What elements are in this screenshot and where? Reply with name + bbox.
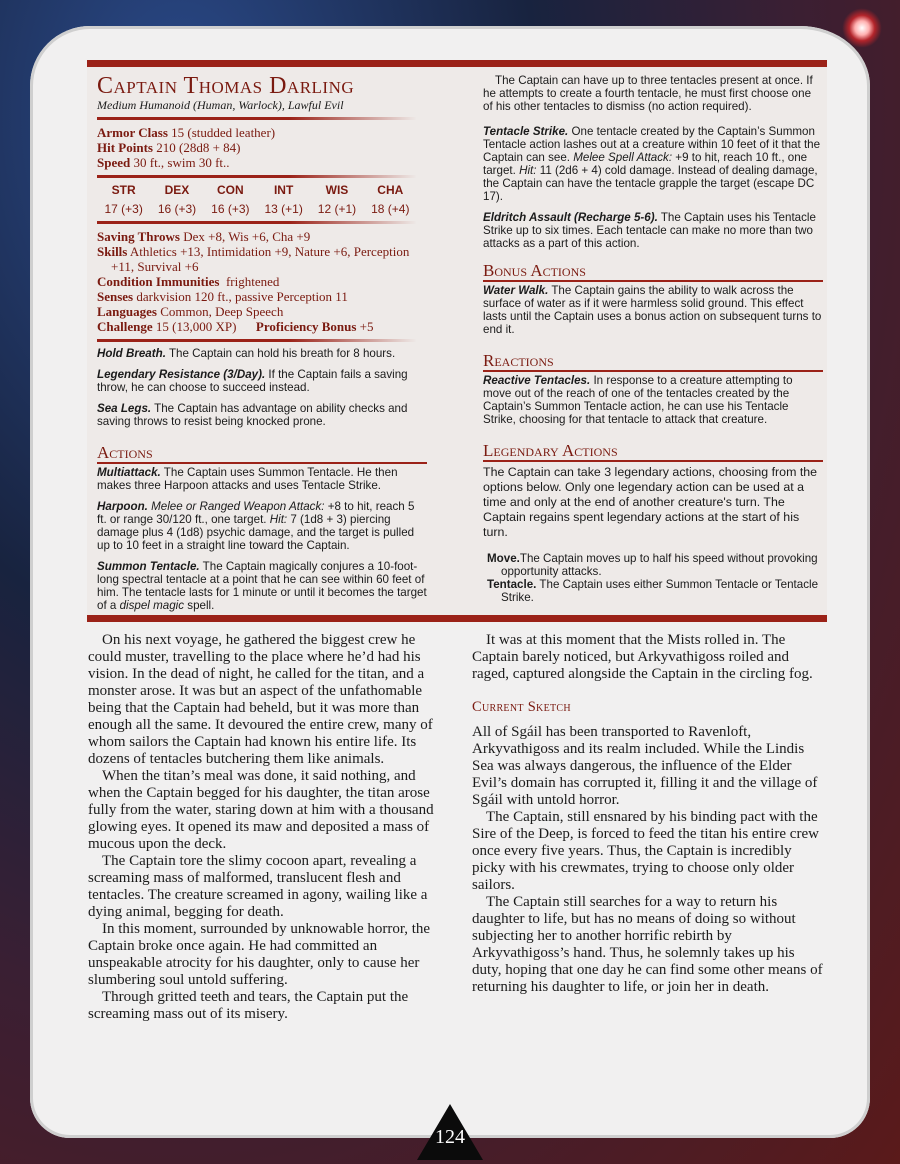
action-multiattack: Multiattack. The Captain uses Summon Tentacle. He then makes three Harpoon attacks and uses Tentacle Strike. <box>97 466 398 492</box>
legendary-move: Move.The Captain moves up to half his speed without provoking opportunity attacks. <box>487 552 818 578</box>
bonus-water-walk: Water Walk. The Captain gains the ability to walk across the surface of water as if it were harmless solid ground. This effect lasts until the Captain uses a bonus action on subsequent turns to end it. <box>483 284 822 336</box>
body-right-column <box>472 632 824 996</box>
paragraph: All of Sgáil has been transported to Ravenloft, Arkyvathigoss and its realm included. While the Lindis Sea was always dangerous, the influence of the Elder Evil’s domain has corrupted it, filling it and the village of Sgáil with untold horror. <box>472 724 818 808</box>
languages: Languages Common, Deep Speech <box>97 304 284 319</box>
divider <box>97 221 417 224</box>
actions-heading: Actions <box>97 444 427 464</box>
lens-flare <box>842 8 882 48</box>
speed: Speed 30 ft., swim 30 ft.. <box>97 155 230 170</box>
paragraph: In this moment, surrounded by unknowable horror, the Captain broke once again. He had committed an unspeakable atrocity for his daughter, only to cause her slumbering soul untold suffering. <box>88 921 431 988</box>
paragraph: Through gritted teeth and tears, the Captain put the screaming mass out of its misery. <box>88 989 409 1022</box>
condition-immunities: Condition Immunities frightened <box>97 274 280 289</box>
paragraph: The Captain tore the slimy cocoon apart, revealing a screaming mass of malformed, translucent flesh and tentacles. The creature screamed in agony, wailing like a dying animal, begging for death. <box>88 853 428 920</box>
page-number-badge <box>417 1104 483 1164</box>
action-summon-tentacle: Summon Tentacle. The Captain magically conjures a 10-foot-long spectral tentacle at a point that he can see within 60 feet of him. The tentacle lasts for 1 minute or until it becomes the target of a dispel magic spell. <box>97 560 427 612</box>
stat-block-left-column <box>97 74 427 612</box>
stat-block-right-column <box>483 74 823 604</box>
ability-str-value: 17 (+3) <box>104 202 143 216</box>
trait-hold-breath: Hold Breath. The Captain can hold his breath for 8 hours. <box>97 347 396 360</box>
paragraph: The Captain still searches for a way to return his daughter to life, but has no means of doing so without subjecting her to another horrific rebirth by Arkyvathigoss’s hand. Thus, he solemnly takes up his duty, hoping that one day he can find some other means of returning his daughter to life, or join her in death. <box>472 894 823 995</box>
stat-block <box>87 60 827 622</box>
paragraph: It was at this moment that the Mists rolled in. The Captain barely noticed, but Arkyvathigoss roiled and raged, captured alongside the Captain in the circling fog. <box>472 632 813 682</box>
ability-values <box>97 203 417 216</box>
divider <box>97 117 417 120</box>
challenge: Challenge 15 (13,000 XP) Proficiency Bonus +5 <box>97 319 374 334</box>
ability-con-value: 16 (+3) <box>211 202 250 216</box>
ability-headers <box>97 184 417 197</box>
divider <box>97 339 417 342</box>
ability-con-label: CON <box>216 183 244 197</box>
legendary-tentacle: Tentacle. The Captain uses either Summon Tentacle or Tentacle Strike. <box>487 578 819 604</box>
ability-int-value: 13 (+1) <box>264 202 303 216</box>
hit-points: Hit Points 210 (28d8 + 84) <box>97 140 241 155</box>
ability-cha-value: 18 (+4) <box>371 202 410 216</box>
senses: Senses darkvision 120 ft., passive Perception 11 <box>97 289 348 304</box>
current-sketch-heading: Current Sketch <box>472 699 571 715</box>
saving-throws: Saving Throws Dex +8, Wis +6, Cha +9 <box>97 229 311 244</box>
ability-wis-label: WIS <box>325 183 349 197</box>
page-number: 124 <box>435 1126 465 1148</box>
ability-dex-label: DEX <box>164 183 190 197</box>
ability-str-label: STR <box>111 183 136 197</box>
tentacle-limit: The Captain can have up to three tentacles present at once. If he attempts to create a fourth tentacle, he must first choose one of his other tentacles to dismiss (no action required). <box>483 74 813 113</box>
creature-name: Captain Thomas Darling <box>97 73 355 99</box>
trait-legendary-resistance: Legendary Resistance (3/Day). If the Captain fails a saving throw, he can choose to succeed instead. <box>97 368 408 394</box>
reactions-heading: Reactions <box>483 352 823 372</box>
ability-dex-value: 16 (+3) <box>157 202 197 216</box>
paragraph: When the titan’s meal was done, it said nothing, and when the Captain begged for his daughter, the titan arose fully from the water, staring down at him with a thousand glowing eyes. It opened its maw and deposited a mass of mucous upon the deck. <box>88 768 434 852</box>
action-eldritch-assault: Eldritch Assault (Recharge 5-6). The Captain uses his Tentacle Strike up to six times. Each tentacle can make no more than two attacks as a part of this action. <box>483 211 816 250</box>
stat-block-bottom-bar <box>87 615 827 622</box>
paragraph: The Captain, still ensnared by his binding pact with the Sire of the Deep, is forced to feed the titan his entire crew once every five years. Thus, the Captain is incredibly picky with his crewmates, trying to choose only older sailors. <box>472 809 819 893</box>
body-left-column <box>88 632 440 1023</box>
paragraph: On his next voyage, he gathered the biggest crew he could muster, travelling to the place where he’d had his vision. In the dead of night, he called for the titan, and a monster arose. It was but an aspect of the unfathomable being that the Captain had beheld, but it was more than enough all the same. It devoured the entire crew, many of whom sailors the Captain had known his entire life. Its dozens of tentacles butchering them like animals. <box>88 632 433 767</box>
action-tentacle-strike: Tentacle Strike. One tentacle created by the Captain’s Summon Tentacle action lashes out at a creature within 10 feet of it that the Captain can see. Melee Spell Attack: +9 to hit, reach 10 ft., one target. Hit: 11 (2d6 + 4) cold damage. Instead of dealing damage, the Captain can have the tentacle grapple the target (escape DC 17). <box>483 125 821 203</box>
reaction-reactive-tentacles: Reactive Tentacles. In response to a creature attempting to move out of the reach of one of the tentacles created by the Captain’s Summon Tentacle action, he can use his Tentacle Strike, choosing for that tentacle to attack that creature. <box>483 374 793 426</box>
stat-block-top-bar <box>87 60 827 67</box>
creature-subtitle: Medium Humanoid (Human, Warlock), Lawful Evil <box>97 98 344 112</box>
bonus-actions-heading: Bonus Actions <box>483 262 823 282</box>
divider <box>97 175 417 178</box>
ability-cha-label: CHA <box>377 183 404 197</box>
action-harpoon: Harpoon. Melee or Ranged Weapon Attack: +8 to hit, reach 5 ft. or range 30/120 ft., one target. Hit: 7 (1d8 + 3) piercing damage plus 4 (1d8) psychic damage, and the target is pulled up to 10 feet in a straight line toward the Captain. <box>97 500 415 552</box>
legendary-intro: The Captain can take 3 legendary actions, choosing from the options below. Only one legendary action can be used at a time and only at the end of another creature's turn. The Captain regains spent legendary actions at the start of his turn. <box>483 465 818 539</box>
ability-wis-value: 12 (+1) <box>317 202 357 216</box>
trait-sea-legs: Sea Legs. The Captain has advantage on ability checks and saving throws to resist being knocked prone. <box>97 402 408 428</box>
skills: Skills Athletics +13, Intimidation +9, Nature +6, Perception +11, Survival +6 <box>97 244 410 274</box>
armor-class: Armor Class 15 (studded leather) <box>97 125 276 140</box>
legendary-actions-heading: Legendary Actions <box>483 442 823 462</box>
ability-int-label: INT <box>273 183 294 197</box>
